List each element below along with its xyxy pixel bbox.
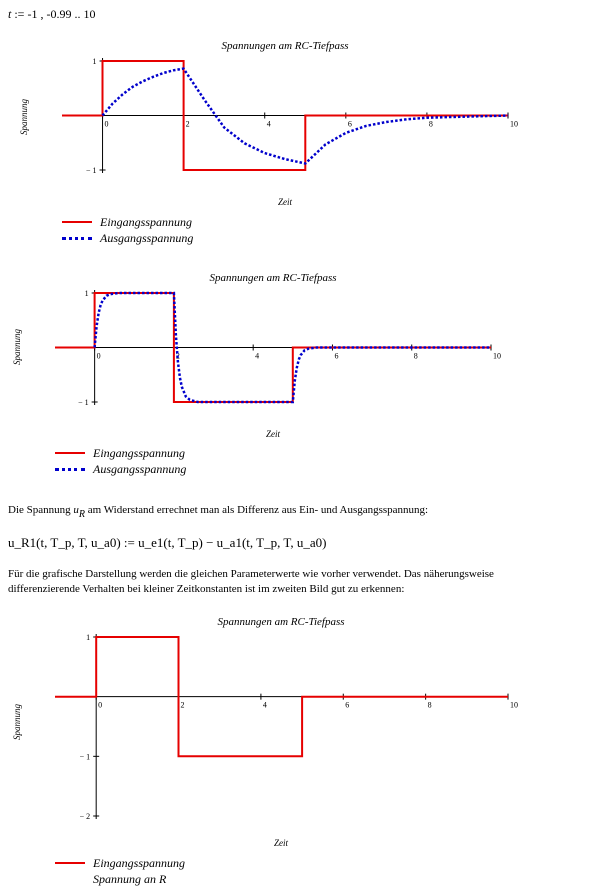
legend-swatch-dotted (55, 468, 85, 471)
x-tick-label: 8 (427, 700, 432, 710)
x-tick-label: 6 (345, 700, 350, 710)
para-line: differenzierende Verhalten bei kleiner Zeitkonstanten ist im zweiten Bild gut zu erkennen: (8, 583, 405, 595)
chart2-plot[interactable] (0, 282, 593, 432)
para-variable-sub: R (78, 509, 85, 520)
range-variable: t (8, 7, 12, 21)
legend-entry-output (62, 230, 193, 246)
chart1-legend (62, 214, 193, 246)
chart3-plot[interactable] (0, 626, 593, 836)
x-tick-label: 6 (347, 119, 352, 129)
chart3-legend (55, 855, 185, 887)
legend-label: Eingangsspannung (100, 214, 193, 229)
legend-swatch-solid (62, 221, 92, 223)
chart1-ylabel: Spannung (19, 99, 29, 135)
x-tick-label: 2 (175, 351, 180, 361)
x-tick-label: 4 (255, 351, 260, 361)
chart3-xlabel: Zeit (273, 838, 288, 848)
y-tick-label: 1 (84, 289, 89, 298)
x-tick-label: 0 (98, 700, 103, 710)
para-variable: u (73, 504, 79, 516)
para-text: Die Spannung (8, 504, 71, 516)
chart2-ylabel: Spannung (12, 329, 22, 365)
y-tick-label: − 1 (79, 752, 91, 762)
y-tick-label: 1 (86, 633, 91, 642)
y-tick-label: − 1 (78, 398, 89, 407)
legend-entry-output (55, 871, 185, 887)
legend-swatch-solid (55, 452, 85, 454)
legend-label: Spannung an R (93, 871, 167, 886)
para-line: Für die grafische Darstellung werden die gleichen Parameterwerte wie vorher verwendet. Das näherungsweise (8, 568, 494, 580)
y-tick-label: 1 (92, 57, 97, 66)
chart2-legend (55, 445, 186, 477)
x-tick-label: 10 (510, 119, 518, 129)
x-tick-label: 8 (413, 351, 418, 361)
paragraph-resistor-voltage (8, 503, 428, 518)
x-tick-label: 0 (104, 119, 109, 129)
x-tick-label: 4 (266, 119, 271, 129)
legend-label: Ausgangsspannung (93, 461, 187, 476)
legend-swatch-dotted (62, 237, 92, 240)
chart2-title: Spannungen am RC-Tiefpass (209, 272, 337, 284)
para-text: am Widerstand errechnet man als Differenz aus Ein- und Ausgangsspannung: (87, 504, 429, 516)
legend-entry-output (55, 461, 186, 477)
y-tick-label: − 2 (79, 812, 91, 821)
chart1-xlabel: Zeit (277, 197, 292, 207)
x-tick-label: 6 (334, 351, 339, 361)
chart1-title: Spannungen am RC-Tiefpass (221, 40, 349, 52)
x-tick-label: 4 (262, 700, 267, 710)
x-tick-label: 8 (428, 119, 433, 129)
x-tick-label: 10 (493, 351, 501, 361)
x-tick-label: 2 (180, 700, 185, 710)
legend-swatch-solid (55, 862, 85, 864)
legend-label: Eingangsspannung (93, 445, 186, 460)
formula-uR1[interactable] (8, 535, 326, 551)
chart2-xlabel: Zeit (265, 429, 280, 439)
paragraph-explanation (8, 567, 494, 597)
legend-entry-input (55, 445, 186, 461)
chart3-title: Spannungen am RC-Tiefpass (217, 616, 345, 628)
chart1-plot[interactable] (0, 50, 593, 200)
legend-label: Ausgangsspannung (100, 230, 194, 245)
chart3-ylabel: Spannung (12, 704, 22, 740)
legend-entry-input (62, 214, 193, 230)
formula-text: u_R1(t, T_p, T, u_a0) := u_e1(t, T_p) − u_a1(t, T_p, T, u_a0) (8, 535, 327, 550)
legend-entry-input (55, 855, 185, 871)
range-expression: := -1 , -0.99 .. 10 (14, 7, 96, 21)
x-tick-label: 2 (185, 119, 190, 129)
x-tick-label: 0 (96, 351, 101, 361)
legend-label: Eingangsspannung (93, 855, 186, 870)
x-tick-label: 10 (510, 700, 518, 710)
range-definition[interactable] (8, 7, 95, 22)
y-tick-label: − 1 (86, 166, 97, 175)
